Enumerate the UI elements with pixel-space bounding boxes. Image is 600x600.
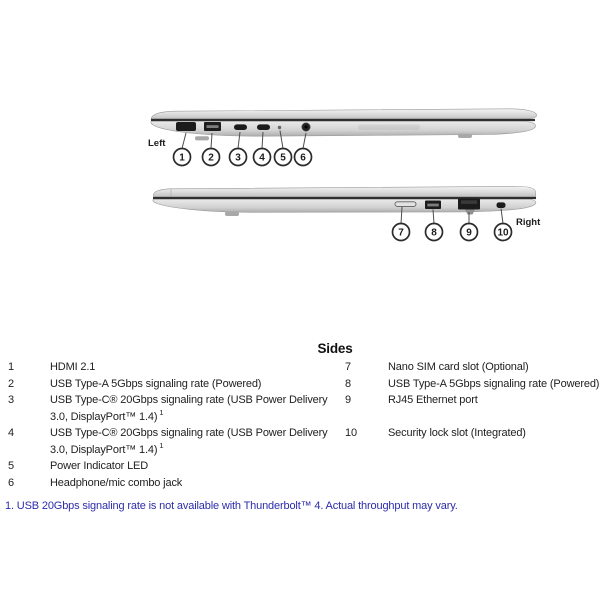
security-lock-slot bbox=[497, 202, 506, 208]
usb-c-port bbox=[234, 124, 247, 130]
laptop-sides-illustration bbox=[140, 100, 560, 250]
callout-number: 5 bbox=[280, 152, 286, 164]
callout-8 bbox=[426, 224, 443, 241]
callout-number: 7 bbox=[398, 227, 404, 239]
spec-number: 9 bbox=[345, 394, 351, 406]
laptop-left-side-view bbox=[148, 109, 537, 166]
spec-description bbox=[50, 458, 332, 475]
spec-description bbox=[388, 475, 599, 492]
hdmi-port bbox=[176, 122, 196, 131]
spec-text: USB Type-C® 20Gbps signaling rate (USB Power Delivery 3.0, DisplayPort™ 1.4) bbox=[50, 394, 328, 423]
callout-number: 1 bbox=[179, 152, 185, 164]
spec-text: HDMI 2.1 bbox=[50, 361, 96, 373]
spec-number: 7 bbox=[345, 361, 351, 373]
usb-c-port bbox=[257, 124, 270, 130]
ports-spec-table bbox=[8, 359, 600, 491]
spec-number: 3 bbox=[8, 394, 14, 406]
callout-4 bbox=[254, 149, 271, 166]
faint-brand-marking bbox=[358, 125, 420, 131]
usb-a-tongue bbox=[427, 204, 439, 207]
headphone-jack-hole bbox=[305, 126, 308, 129]
callout-1 bbox=[174, 149, 191, 166]
spec-number: 8 bbox=[345, 377, 351, 390]
laptop-lid bbox=[153, 186, 535, 196]
footnote-marker: 1 bbox=[159, 407, 164, 417]
spec-description: RJ45 Ethernet port bbox=[388, 394, 478, 406]
rj45-jaw bbox=[465, 210, 475, 215]
spec-number: 10 bbox=[345, 427, 357, 439]
spec-number: 6 bbox=[8, 476, 14, 489]
spec-description bbox=[50, 376, 332, 393]
spec-description bbox=[388, 458, 599, 475]
spec-number bbox=[345, 475, 388, 492]
spec-description bbox=[50, 475, 332, 492]
rubber-foot bbox=[225, 212, 239, 216]
usb-a-tongue bbox=[207, 125, 219, 128]
callout-number: 10 bbox=[497, 227, 509, 239]
rubber-foot bbox=[195, 136, 209, 140]
callout-number: 6 bbox=[300, 152, 306, 164]
callout-7 bbox=[393, 224, 410, 241]
rj45-pins bbox=[461, 200, 477, 204]
footnote-marker: 1 bbox=[159, 440, 164, 450]
spec-number: 2 bbox=[8, 377, 14, 390]
callout-number: 9 bbox=[466, 227, 472, 239]
laptop-lid bbox=[151, 109, 537, 119]
spec-text: USB Type-C® 20Gbps signaling rate (USB Power Delivery 3.0, DisplayPort™ 1.4) bbox=[50, 427, 328, 456]
callout-9 bbox=[461, 224, 478, 241]
sides-heading: Sides bbox=[317, 341, 353, 356]
spec-description bbox=[50, 392, 332, 425]
spec-description: Security lock slot (Integrated) bbox=[388, 427, 526, 439]
spec-description: USB Type-A 5Gbps signaling rate (Powered) bbox=[388, 377, 600, 390]
laptop-right-side-view bbox=[153, 186, 541, 240]
spec-text: USB Type-A 5Gbps signaling rate (Powered) bbox=[50, 377, 262, 390]
spec-text: Headphone/mic combo jack bbox=[50, 476, 183, 489]
spec-number: 4 bbox=[8, 427, 14, 439]
callout-number: 8 bbox=[431, 227, 437, 239]
spec-number: 1 bbox=[8, 361, 14, 373]
rj45-ethernet-port bbox=[458, 199, 480, 210]
left-view-label: Left bbox=[148, 138, 166, 149]
callout-2 bbox=[203, 149, 220, 166]
callout-6 bbox=[295, 149, 312, 166]
spec-number: 5 bbox=[8, 460, 14, 472]
spec-description bbox=[50, 425, 332, 458]
spec-text: Power Indicator LED bbox=[50, 460, 149, 472]
spec-description bbox=[50, 359, 332, 376]
spec-number bbox=[345, 458, 388, 475]
callout-3 bbox=[230, 149, 247, 166]
rubber-foot bbox=[458, 134, 472, 138]
footnote: 1. USB 20Gbps signaling rate is not available with Thunderbolt™ 4. Actual throughput may vary. bbox=[5, 500, 458, 512]
callout-number: 4 bbox=[259, 152, 265, 164]
spec-description: Nano SIM card slot (Optional) bbox=[388, 361, 529, 373]
callout-number: 2 bbox=[208, 152, 214, 164]
callout-10 bbox=[495, 224, 512, 241]
callout-number: 3 bbox=[235, 152, 241, 164]
callout-5 bbox=[275, 149, 292, 166]
nano-sim-slot bbox=[395, 202, 416, 207]
power-indicator-led bbox=[278, 126, 281, 129]
right-view-label: Right bbox=[516, 217, 541, 228]
